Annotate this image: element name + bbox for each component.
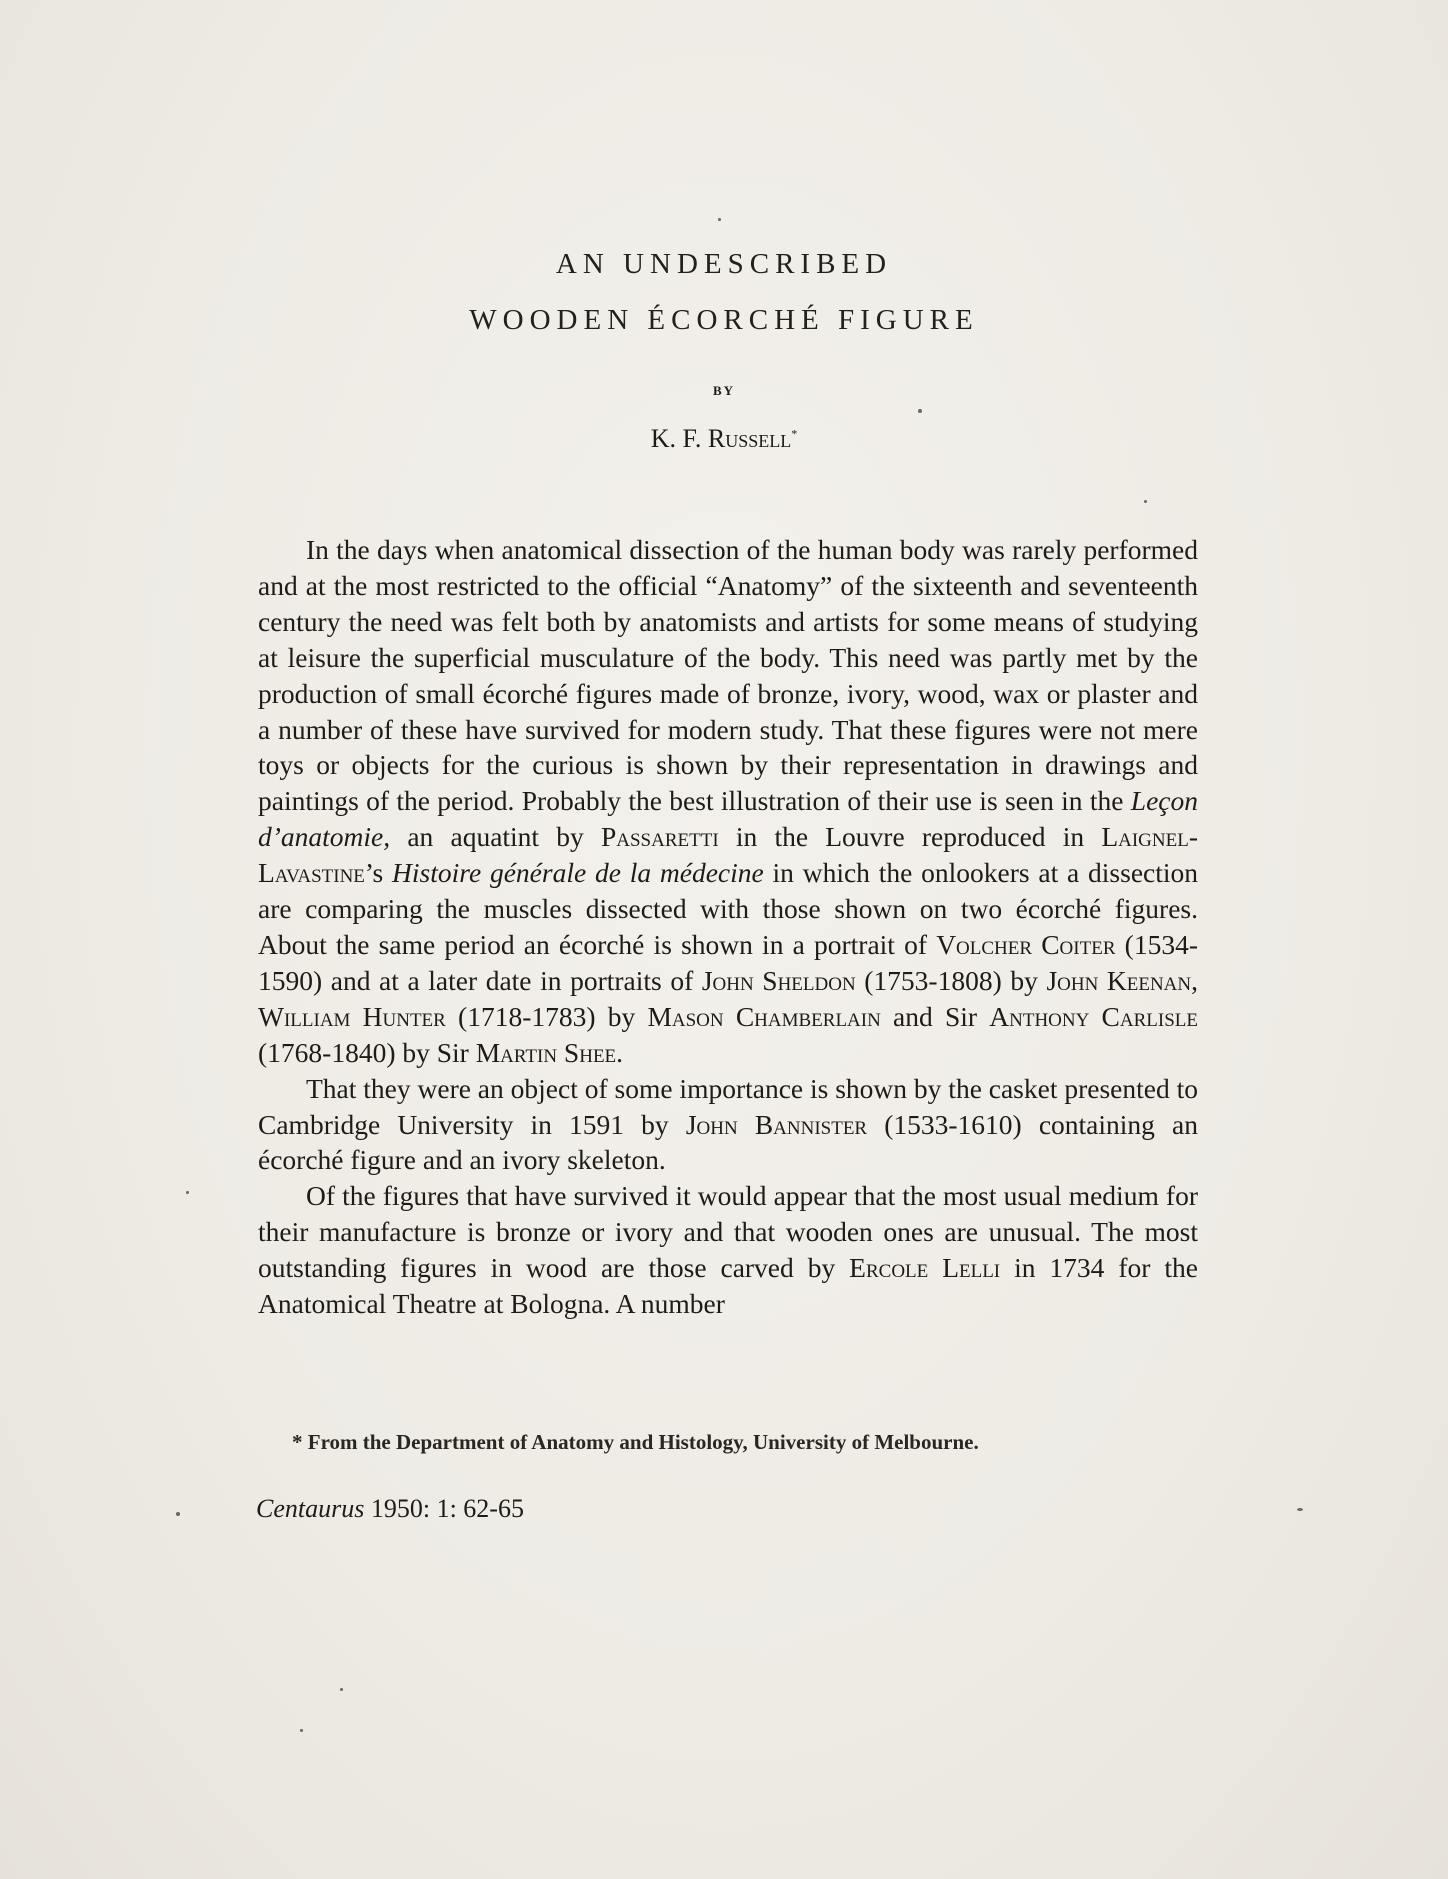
paper-speck: [186, 1191, 189, 1194]
text-run: in which the onlookers at a dissection are comparing the muscles dissected with those shown on two écorché figures. About the same period an écorché is shown in a portrait of: [258, 857, 1199, 960]
paper-speck: [1297, 1508, 1303, 1511]
italic-title: Leçon d’anatomie,: [258, 785, 1198, 853]
paper-speck: [340, 1688, 343, 1691]
paper-speck: [718, 218, 721, 221]
text-run: .: [616, 1036, 624, 1068]
person-name: Ercole Lelli: [849, 1252, 1001, 1284]
text-run: In the days when anatomical dissection of the human body was rarely performed and at the most restricted to the official “Anatomy” of the sixteenth and seventeenth century the need was felt both by anatomists and artists for some means of studying at leisure the superficial musculature of the body. This need was partly met by the production of small écorché figures made of bronze, ivory, wood, wax or plaster and a number of these have survived for modern study. That these figures were not mere toys or objects for the curious is shown by their representation in drawings and paintings of the period. Probably the best illustration of their use is seen in the: [258, 534, 1198, 817]
paragraph-3: [258, 1178, 1198, 1322]
paragraph-1: [258, 532, 1198, 1071]
citation: [256, 1494, 524, 1524]
journal-name: Centaurus: [256, 1494, 365, 1523]
author-name: K. F. Russell: [650, 424, 792, 453]
text-run: in 1734 for the Anatomical Theatre at Bologna. A number: [258, 1252, 1198, 1320]
text-run: (1533-1610) containing an écorché figure and an ivory skeleton.: [258, 1108, 1199, 1176]
byline: BY: [712, 383, 736, 398]
person-name: Mason Chamberlain: [647, 1000, 881, 1032]
article-body: [258, 532, 1198, 1322]
paper-speck: [300, 1729, 303, 1732]
author-footnote-mark: *: [791, 426, 798, 441]
text-run: (1753-1808) by: [855, 964, 1047, 996]
person-name: Passaretti: [600, 821, 719, 853]
text-run: ,: [1191, 964, 1199, 996]
title-line-2: WOODEN ÉCORCHÉ FIGURE: [469, 304, 979, 336]
paper-speck: [176, 1512, 180, 1516]
title-line-1: AN UNDESCRIBED: [555, 248, 893, 280]
person-name: Laignel-Lavastine: [258, 821, 1198, 889]
person-name: Anthony Carlisle: [989, 1000, 1198, 1032]
text-run: (1534-1590) and at a later date in portraits of: [258, 928, 1198, 996]
text-run: ’s: [364, 857, 393, 889]
person-name: John Bannister: [685, 1108, 868, 1140]
text-run: (1768-1840) by Sir: [258, 1036, 476, 1068]
person-name: Volcher Coiter: [936, 928, 1116, 960]
text-run: in the Louvre reproduced in: [718, 821, 1102, 853]
italic-title: Histoire générale de la médecine: [392, 857, 764, 889]
paper-speck: [918, 409, 922, 413]
paper-speck: [1144, 500, 1147, 503]
text-run: That they were an object of some importance is shown by the casket presented to Cambridge University in 1591 by: [258, 1072, 1198, 1140]
person-name: Martin Shee: [475, 1036, 617, 1068]
person-name: William Hunter: [258, 1000, 446, 1032]
text-run: (1718-1783) by: [445, 1000, 648, 1032]
author: [0, 424, 1448, 454]
footnote: * From the Department of Anatomy and Histology, University of Melbourne.: [292, 1430, 979, 1454]
citation-details: 1950: 1: 62-65: [364, 1494, 524, 1523]
paragraph-2: [258, 1071, 1198, 1179]
person-name: John Keenan: [1046, 964, 1192, 996]
person-name: John Sheldon: [701, 964, 856, 996]
text-run: and Sir: [880, 1000, 990, 1032]
text-run: Of the figures that have survived it would appear that the most usual medium for their manufacture is bronze or ivory and that wooden ones are unusual. The most outstanding figures in wood are those carved by: [258, 1180, 1198, 1284]
text-run: an aquatint by: [390, 821, 601, 853]
